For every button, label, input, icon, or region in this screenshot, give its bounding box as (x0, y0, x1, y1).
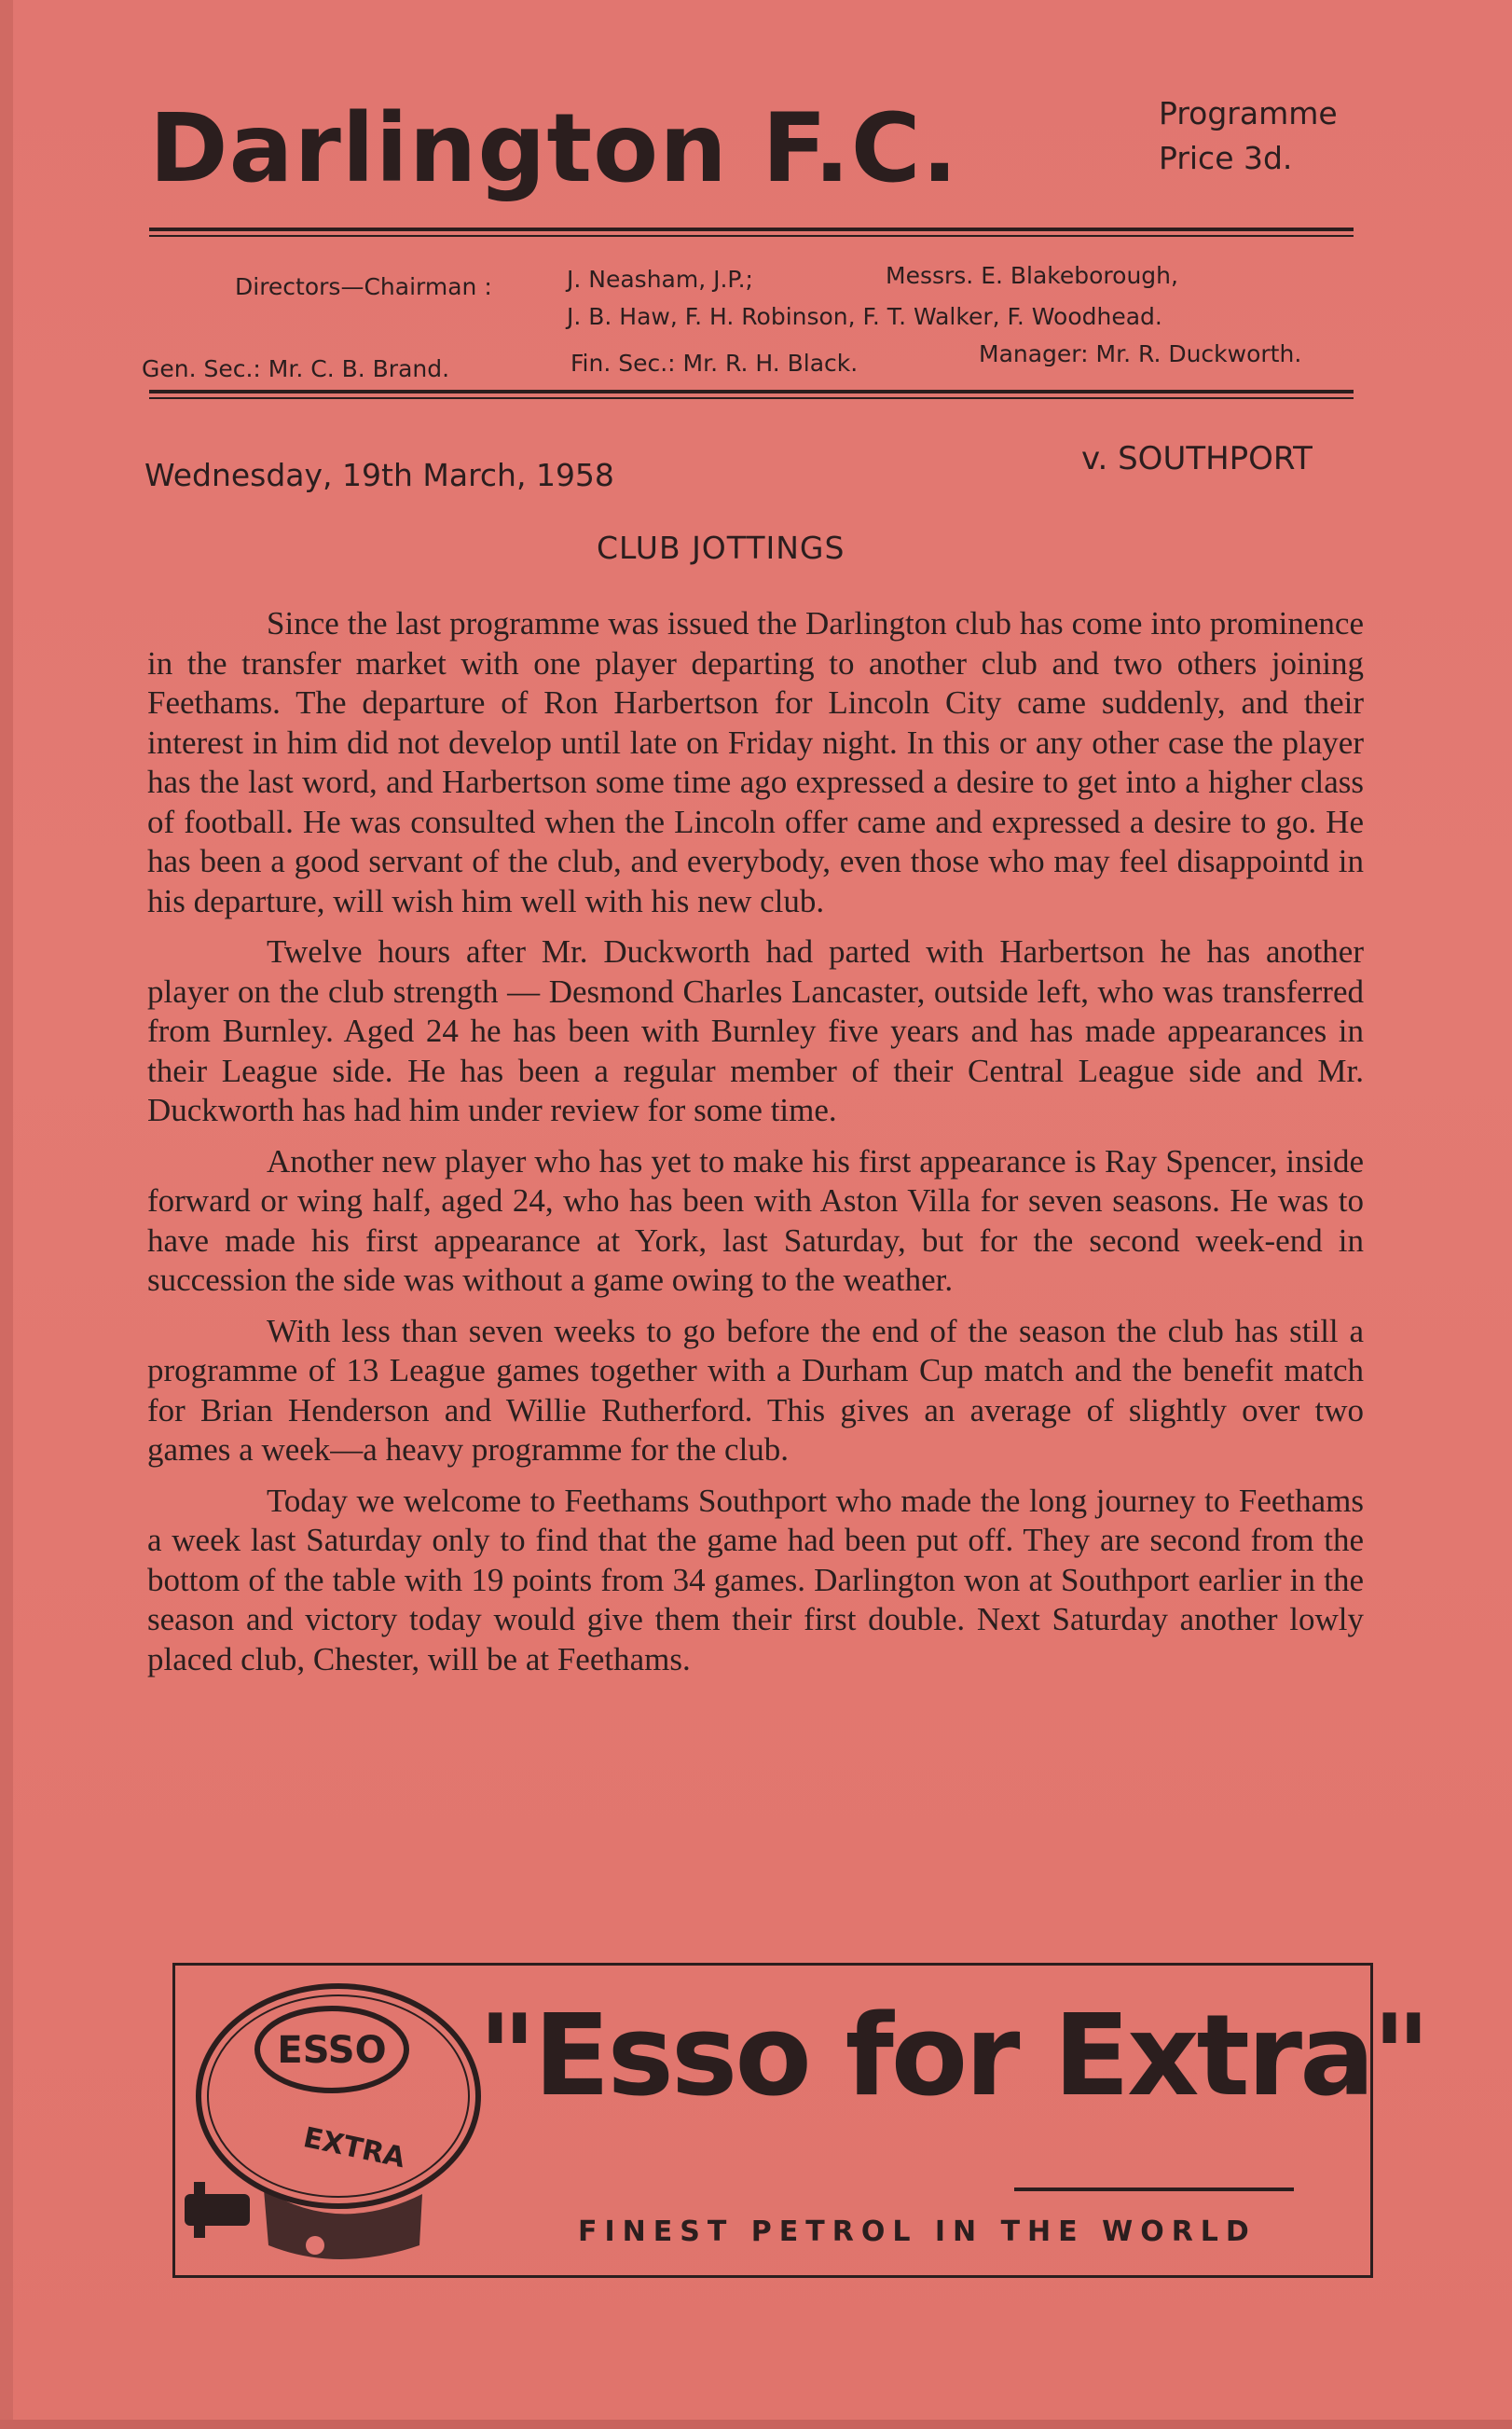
article-paragraph: Another new player who has yet to make his first appearance is Ray Spencer, inside forward or wing half, aged 24, who has been with Aston Villa for seven seasons. He was to have made his first appearance at York, last Saturday, but for the second week-end in succession the side was without a game owing to the weather. (147, 1142, 1364, 1298)
price-label: Price 3d. (1159, 140, 1293, 176)
programme-label: Programme (1159, 95, 1338, 131)
financial-secretary: Fin. Sec.: Mr. R. H. Black. (570, 350, 859, 377)
article-body (147, 604, 1364, 1691)
header-rule-bottom-thin (149, 397, 1354, 399)
article-paragraph: Today we welcome to Feethams Southport who made the long journey to Feethams a week last Saturday only to find that the game had been put off. They are second from the bottom of the table with 19 points from 34 games. Darlington won at Southport earlier in the season and victory today would give them their first double. Next Saturday another lowly placed club, Chester, will be at Feethams. (147, 1482, 1364, 1677)
paper-edge (0, 0, 13, 2429)
article-paragraph: Twelve hours after Mr. Duckworth had parted with Harbertson he has another player on the club strength — Desmond Charles Lancaster, outside left, who was transferred from Burnley. Aged 24 he has been with Burnley five years and has made appearances in their League side. He has been a regular member of their Central League side and Mr. Duckworth has had him under review for some time. (147, 933, 1364, 1128)
directors-list-continued: J. B. Haw, F. H. Robinson, F. T. Walker, F. Woodhead. (567, 303, 1162, 330)
match-opponent: v. SOUTHPORT (1081, 440, 1313, 477)
match-date: Wednesday, 19th March, 1958 (144, 457, 614, 493)
article-paragraph: Since the last programme was issued the Darlington club has come into prominence in the transfer market with one player departing to another club and two others joining Feethams. The departure of Ron Harbertson for Lincoln City came suddenly, and their interest in him did not develop until late on Friday night. In this or any other case the player has the last word, and Harbertson some time ago expressed a desire to get into a higher class of football. He was consulted when the Lincoln offer came and expressed a desire to go. He has been a good servant of the club, and everybody, even those who may feel disappointd in his departure, will wish him well with his new club. (147, 605, 1364, 919)
price-block (1159, 91, 1338, 181)
directors-list: Messrs. E. Blakeborough, (886, 262, 1178, 289)
paper-edge-bottom (0, 2420, 1512, 2429)
general-secretary: Gen. Sec.: Mr. C. B. Brand. (142, 355, 450, 382)
esso-advert (172, 1963, 1428, 2278)
slogan-underline (1014, 2187, 1294, 2191)
advert-tagline: FINEST PETROL IN THE WORLD (578, 2215, 1257, 2248)
esso-pump-globe-icon (175, 1966, 483, 2278)
directors-label: Directors—Chairman : (235, 273, 492, 300)
header-rule-top (149, 228, 1354, 231)
article-heading: CLUB JOTTINGS (597, 530, 845, 566)
club-title: Darlington F.C. (149, 93, 959, 204)
manager-name: Manager: Mr. R. Duckworth. (979, 340, 1302, 367)
article-paragraph: With less than seven weeks to go before the end of the season the club has still a programme of 13 League games together with a Durham Cup match and the benefit match for Brian Henderson and Willie Rutherford. This gives an average of slightly over two games a week—a heavy programme for the club. (147, 1312, 1364, 1468)
header-rule-bottom (149, 390, 1354, 393)
svg-text:ESSO: ESSO (277, 2029, 387, 2072)
svg-text:EXTRA: EXTRA (300, 2121, 408, 2175)
advert-slogan: "Esso for Extra" (478, 1992, 1428, 2121)
header-rule-top-thin (149, 235, 1354, 237)
chairman-name: J. Neasham, J.P.; (567, 266, 753, 293)
